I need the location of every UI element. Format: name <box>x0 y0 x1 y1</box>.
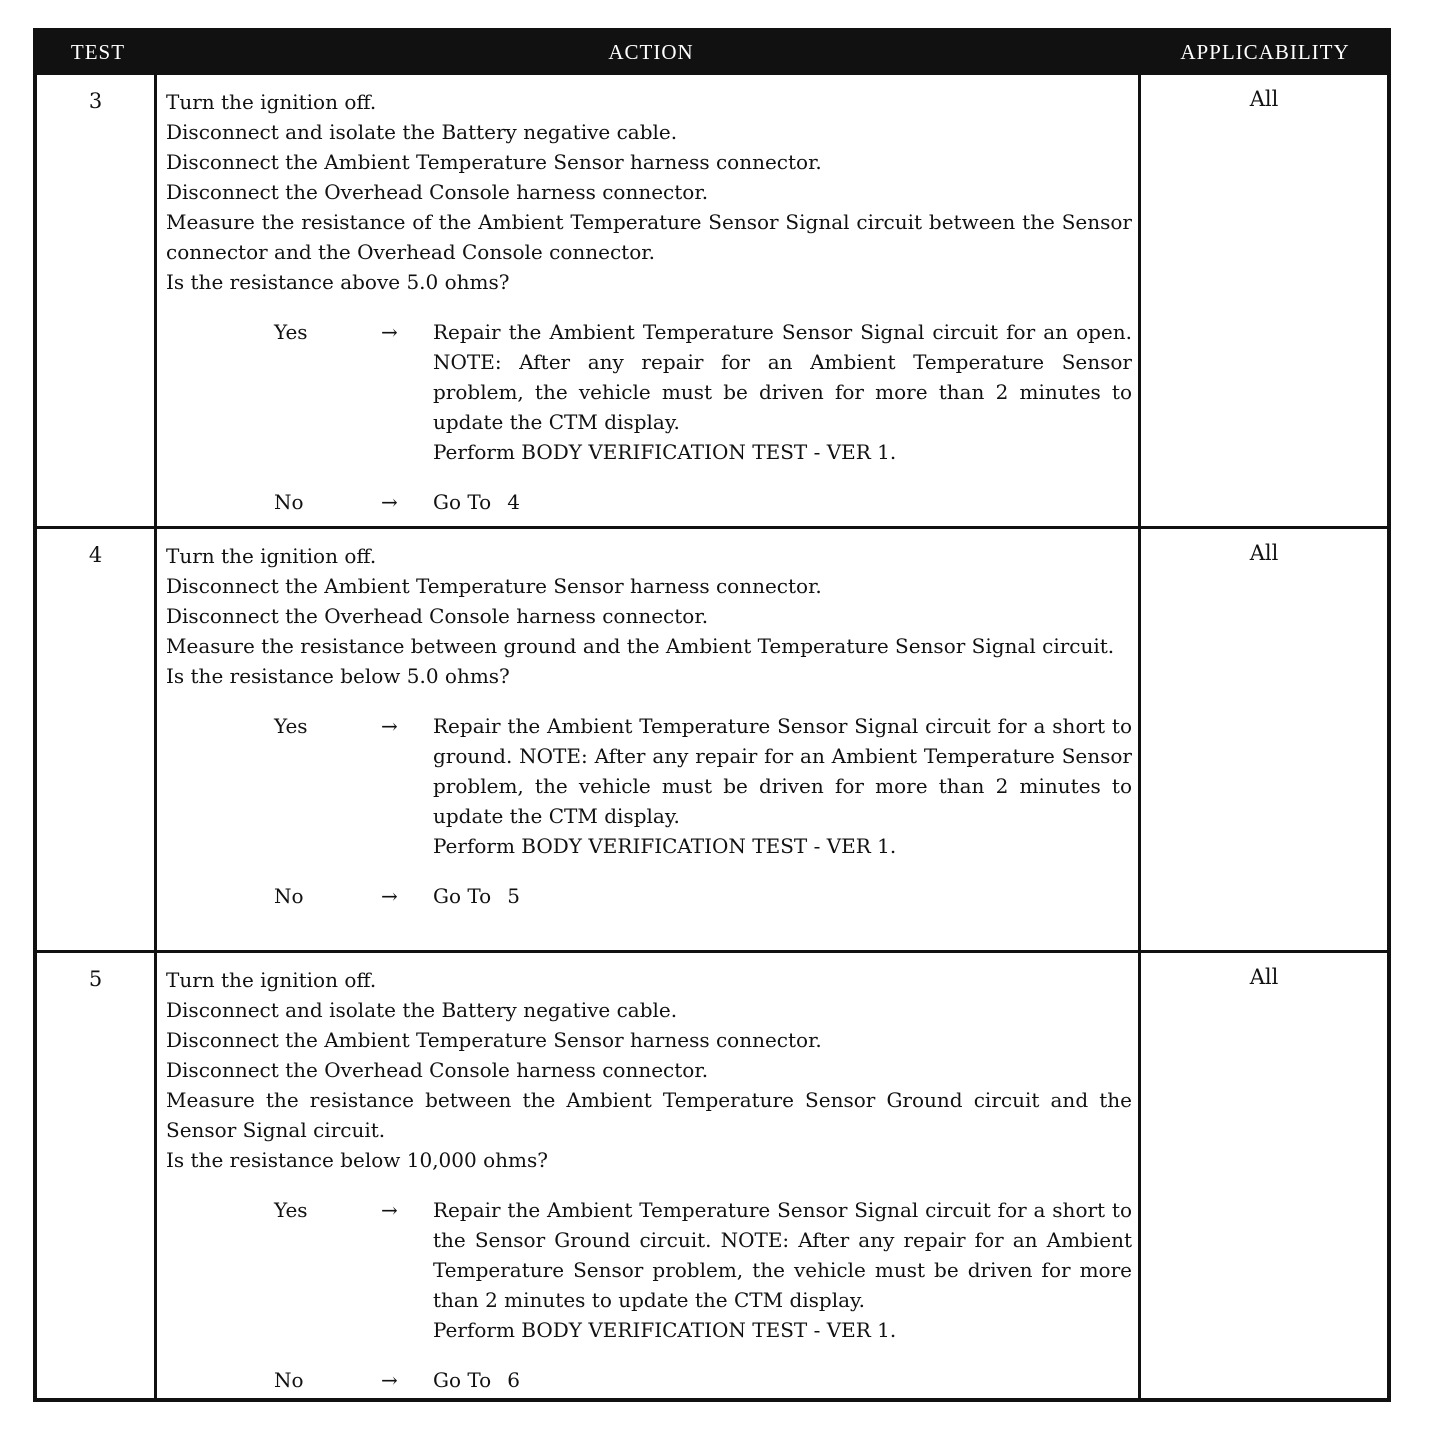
goto-label: Go To <box>433 884 492 908</box>
test-row-4 <box>37 526 1387 950</box>
diagnostic-test-table <box>33 28 1391 1402</box>
step-line: Disconnect the Overhead Console harness connector. <box>166 604 709 628</box>
test-row-3 <box>37 72 1387 526</box>
step-line: Measure the resistance between the Ambient Temperature Sensor Ground circuit and the Sensor Signal circuit. <box>166 1088 1132 1142</box>
goto-label: Go To <box>433 1368 492 1392</box>
no-result <box>166 487 1132 517</box>
step-line: Disconnect the Overhead Console harness connector. <box>166 180 709 204</box>
yes-text-block <box>433 711 1132 861</box>
step-line: Turn the ignition off. <box>166 90 377 114</box>
step-line: Disconnect the Ambient Temperature Sensor harness connector. <box>166 150 822 174</box>
header-test: TEST <box>70 39 126 64</box>
step-line: Measure the resistance between ground and the Ambient Temperature Sensor Signal circuit. <box>166 634 1115 658</box>
arrow-icon: → <box>381 490 398 514</box>
step-question: Is the resistance below 10,000 ohms? <box>166 1148 548 1172</box>
perform-instruction: Perform BODY VERIFICATION TEST - VER 1. <box>433 440 897 464</box>
header-applicability: APPLICABILITY <box>1180 39 1350 64</box>
yes-result <box>166 1195 1132 1345</box>
step-line: Measure the resistance of the Ambient Temperature Sensor Signal circuit between the Sensor connector and the Overhead Console connector. <box>166 210 1132 264</box>
header-action: ACTION <box>608 39 694 64</box>
perform-instruction: Perform BODY VERIFICATION TEST - VER 1. <box>433 834 897 858</box>
arrow-icon: → <box>381 1368 398 1392</box>
goto-number: 5 <box>507 884 520 908</box>
yes-text-block <box>433 1195 1132 1345</box>
no-result <box>166 881 1132 911</box>
test-row-5 <box>37 950 1387 1398</box>
yes-label: Yes <box>274 1198 308 1222</box>
goto-number: 6 <box>507 1368 520 1392</box>
no-result <box>166 1365 1132 1395</box>
action-cell <box>157 953 1141 1398</box>
no-text-block <box>433 881 1132 911</box>
no-text-block <box>433 487 1132 517</box>
table-header <box>37 32 1387 72</box>
perform-instruction: Perform BODY VERIFICATION TEST - VER 1. <box>433 1318 897 1342</box>
yes-label: Yes <box>274 320 308 344</box>
step-line: Disconnect and isolate the Battery negative cable. <box>166 998 678 1022</box>
step-question: Is the resistance below 5.0 ohms? <box>166 664 510 688</box>
step-line: Disconnect the Ambient Temperature Sensor harness connector. <box>166 574 822 598</box>
step-question: Is the resistance above 5.0 ohms? <box>166 270 510 294</box>
yes-label: Yes <box>274 714 308 738</box>
goto-number: 4 <box>507 490 520 514</box>
arrow-icon: → <box>381 320 398 344</box>
no-text-block <box>433 1365 1132 1395</box>
arrow-icon: → <box>381 714 398 738</box>
yes-result <box>166 317 1132 467</box>
arrow-icon: → <box>381 1198 398 1222</box>
arrow-icon: → <box>381 884 398 908</box>
no-label: No <box>274 490 304 514</box>
test-number: 3 <box>37 75 157 526</box>
applicability-cell: All <box>1249 541 1279 565</box>
step-line: Disconnect and isolate the Battery negative cable. <box>166 120 678 144</box>
yes-text: Repair the Ambient Temperature Sensor Signal circuit for an open. NOTE: After any repair for an Ambient Temperature Sensor problem, the vehicle must be driven for more than 2 minutes to update the CTM display. <box>433 320 1132 434</box>
no-label: No <box>274 1368 304 1392</box>
test-number: 4 <box>37 529 157 950</box>
goto-label: Go To <box>433 490 492 514</box>
step-line: Turn the ignition off. <box>166 544 377 568</box>
test-number: 5 <box>37 953 157 1398</box>
no-label: No <box>274 884 304 908</box>
yes-result <box>166 711 1132 861</box>
applicability-cell: All <box>1249 965 1279 989</box>
step-line: Turn the ignition off. <box>166 968 377 992</box>
yes-text-block <box>433 317 1132 467</box>
step-line: Disconnect the Overhead Console harness connector. <box>166 1058 709 1082</box>
yes-text: Repair the Ambient Temperature Sensor Signal circuit for a short to ground. NOTE: After any repair for an Ambient Temperature Sensor problem, the vehicle must be driven for more than 2 minutes to update the CTM display. <box>433 714 1132 828</box>
step-line: Disconnect the Ambient Temperature Sensor harness connector. <box>166 1028 822 1052</box>
yes-text: Repair the Ambient Temperature Sensor Signal circuit for a short to the Sensor Ground circuit. NOTE: After any repair for an Ambient Temperature Sensor problem, the vehicle must be driven for more than 2 minutes to update the CTM display. <box>433 1198 1132 1312</box>
applicability-cell: All <box>1249 87 1279 111</box>
action-cell <box>157 529 1141 950</box>
action-cell <box>157 75 1141 526</box>
